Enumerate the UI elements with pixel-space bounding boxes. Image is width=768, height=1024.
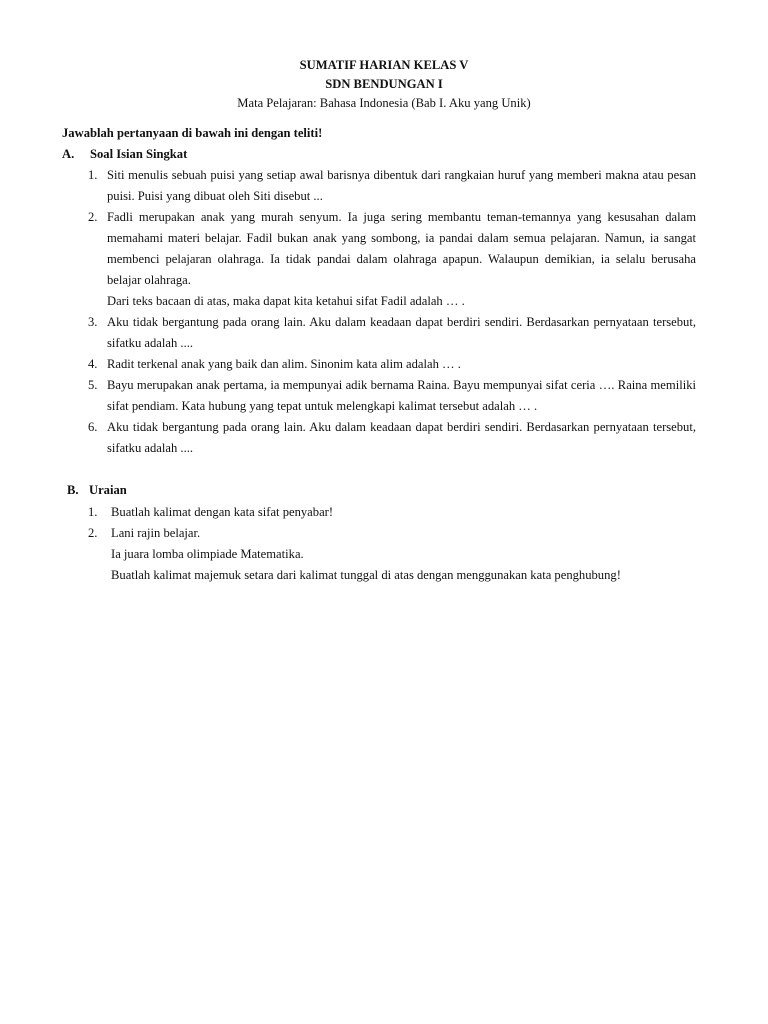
header-school: SDN BENDUNGAN I — [325, 77, 443, 91]
section-b-list — [88, 502, 696, 586]
question-text: Ia juara lomba olimpiade Matematika. — [111, 547, 304, 561]
question-text: Aku tidak bergantung pada orang lain. Aku dalam keadaan dapat berdiri sendiri. Berdasarkan pernyataan tersebut, sifatku adalah .... — [107, 420, 696, 455]
section-b-question-1 — [88, 502, 696, 523]
question-number: 1. — [88, 505, 98, 519]
question-text: Dari teks bacaan di atas, maka dapat kita ketahui sifat Fadil adalah … . — [107, 294, 465, 308]
question-number: 2. — [88, 526, 98, 540]
header-subject: Mata Pelajaran: Bahasa Indonesia (Bab I. Aku yang Unik) — [237, 96, 531, 110]
section-a-question-6 — [88, 417, 696, 459]
section-a-question-1 — [88, 165, 696, 207]
question-text: Siti menulis sebuah puisi yang setiap awal barisnya dibentuk dari rangkaian huruf yang memberi makna atau pesan puisi. Puisi yang dibuat oleh Siti disebut ... — [107, 168, 696, 203]
question-text: Buatlah kalimat dengan kata sifat penyabar! — [111, 505, 334, 519]
section-a-question-5 — [88, 375, 696, 417]
question-number: 3. — [88, 315, 98, 329]
question-text: Bayu merupakan anak pertama, ia mempunyai adik bernama Raina. Bayu mempunyai sifat ceria …. Raina memiliki sifat pendiam. Kata hubung yang tepat untuk melengkapi kalimat tersebut adalah … . — [107, 378, 696, 413]
section-b-heading — [67, 481, 127, 500]
question-text: Buatlah kalimat majemuk setara dari kalimat tunggal di atas dengan menggunakan kata penghubung! — [111, 568, 621, 582]
question-number: 6. — [88, 420, 98, 434]
section-a-question-3 — [88, 312, 696, 354]
section-b-question-2 — [88, 523, 696, 586]
instruction-text: Jawablah pertanyaan di bawah ini dengan teliti! — [62, 126, 323, 140]
section-a-question-2 — [88, 207, 696, 312]
section-a-letter: A. — [62, 147, 75, 161]
question-text: Lani rajin belajar. — [111, 526, 201, 540]
section-a-heading — [62, 145, 187, 164]
question-number: 5. — [88, 378, 98, 392]
question-text: Fadli merupakan anak yang murah senyum. Ia juga sering membantu teman-temannya yang kesusahan dalam memahami materi belajar. Fadil bukan anak yang sombong, ia pandai dalam semua pelajaran. Namun, ia sangat membenci pelajaran olahraga. Ia tidak pandai dalam olahraga apapun. Walaupun demikian, ia selalu berusaha belajar olahraga. — [107, 210, 696, 287]
question-text: Radit terkenal anak yang baik dan alim. Sinonim kata alim adalah … . — [107, 357, 461, 371]
section-b-letter: B. — [67, 483, 79, 497]
section-a-list — [88, 165, 696, 459]
question-number: 4. — [88, 357, 98, 371]
question-number: 1. — [88, 168, 98, 182]
document-header — [0, 56, 768, 113]
section-a-title: Soal Isian Singkat — [90, 147, 188, 161]
section-a-question-4 — [88, 354, 696, 375]
section-b-title: Uraian — [89, 483, 127, 497]
question-text: Aku tidak bergantung pada orang lain. Aku dalam keadaan dapat berdiri sendiri. Berdasarkan pernyataan tersebut, sifatku adalah .... — [107, 315, 696, 350]
question-number: 2. — [88, 210, 98, 224]
header-title: SUMATIF HARIAN KELAS V — [299, 58, 469, 72]
